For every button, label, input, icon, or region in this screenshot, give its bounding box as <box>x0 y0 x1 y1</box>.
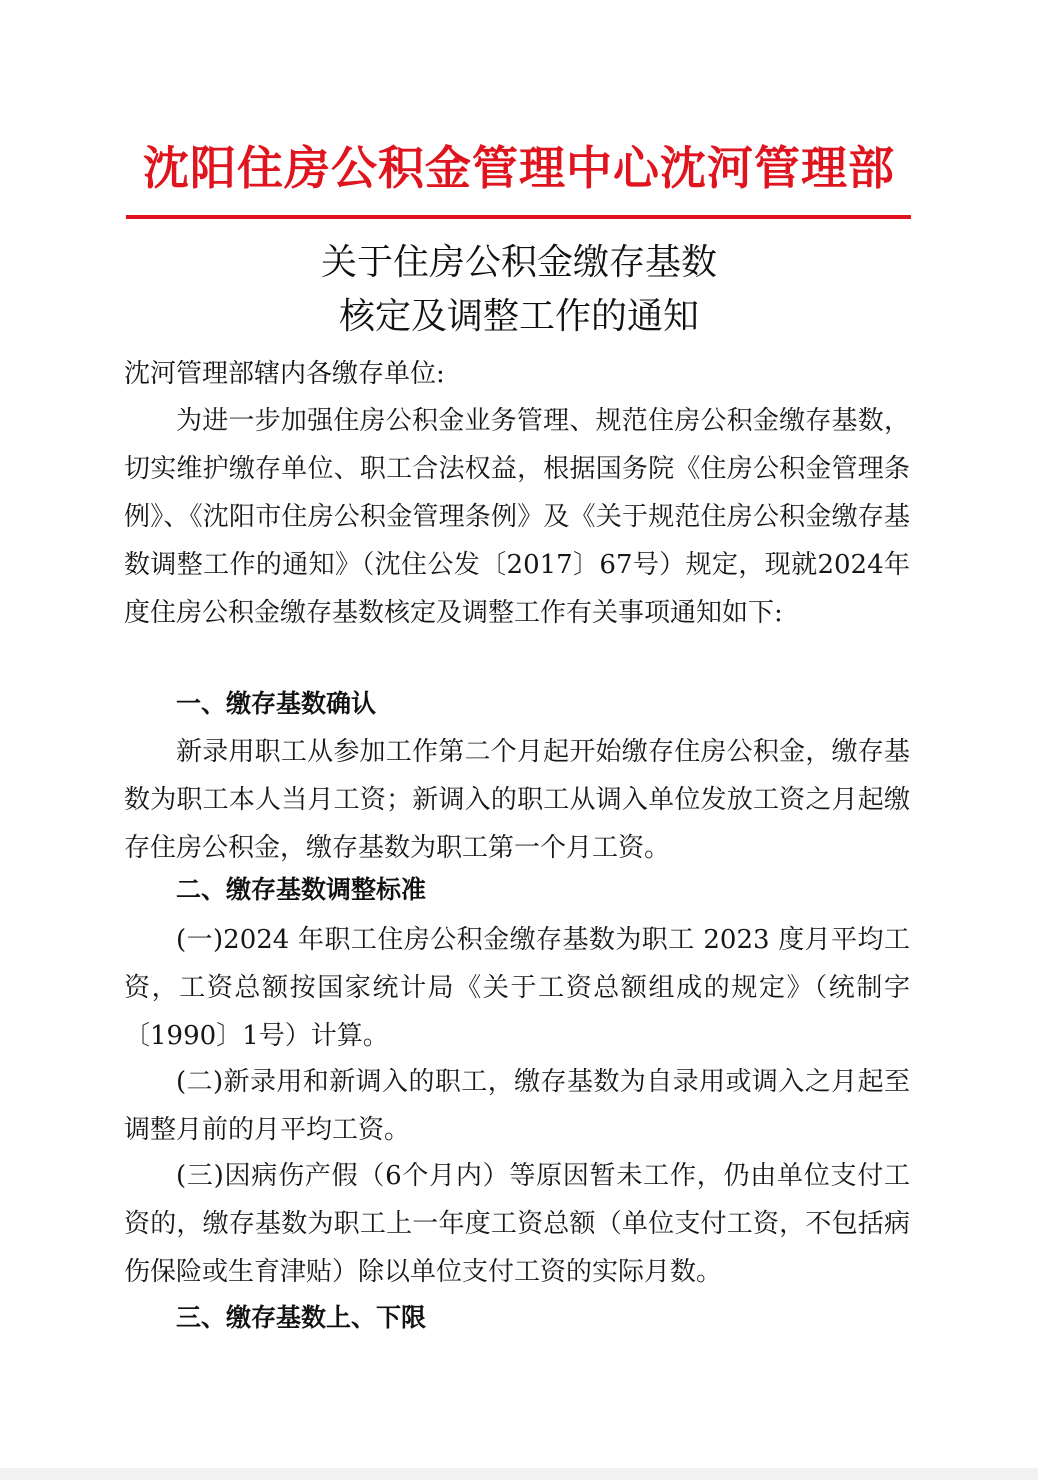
notice-title-line-2: 核定及调整工作的通知 <box>338 296 699 337</box>
section-2-item-2: (二)新录用和新调入的职工，缴存基数为自录用或调入之月起至调整月前的月平均工资。 <box>124 1067 910 1145</box>
section-1-paragraph: 新录用职工从参加工作第二个月起开始缴存住房公积金，缴存基数为职工本人当月工资；新调入的职工从调入单位发放工资之月起缴存住房公积金，缴存基数为职工第一个月工资。 <box>124 737 910 863</box>
section-1-block <box>124 728 910 872</box>
page-bottom-edge <box>0 1468 1038 1480</box>
intro-paragraph: 为进一步加强住房公积金业务管理、规范住房公积金缴存基数，切实维护缴存单位、职工合法权益，根据国务院《住房公积金管理条例》、《沈阳市住房公积金管理条例》及《关于规范住房公积金缴存基数调整工作的通知》（沈住公发〔2017〕67号）规定，现就2024年度住房公积金缴存基数核定及调整工作有关事项通知如下: <box>124 406 910 628</box>
issuer-masthead: 沈阳住房公积金管理中心沈河管理部 <box>143 141 895 195</box>
intro-paragraph-block <box>124 397 910 637</box>
red-divider-line <box>126 215 911 219</box>
section-heading-3: 三、缴存基数上、下限 <box>176 1303 427 1332</box>
salutation: 沈河管理部辖内各缴存单位: <box>124 359 445 389</box>
notice-title-line-1: 关于住房公积金缴存基数 <box>320 242 717 283</box>
section-heading-2: 二、缴存基数调整标准 <box>176 875 427 904</box>
section-2-item-2-block <box>124 1058 910 1154</box>
section-2-item-1: (一)2024 年职工住房公积金缴存基数为职工 2023 度月平均工资，工资总额按国家统计局《关于工资总额组成的规定》（统制字〔1990〕1号）计算。 <box>124 925 910 1051</box>
section-2-item-1-block <box>124 916 910 1060</box>
section-2-item-3-block <box>124 1152 910 1296</box>
section-heading-1: 一、缴存基数确认 <box>176 689 377 718</box>
section-2-item-3: (三)因病伤产假（6个月内）等原因暂未工作，仍由单位支付工资的，缴存基数为职工上一年度工资总额（单位支付工资，不包括病伤保险或生育津贴）除以单位支付工资的实际月数。 <box>124 1161 910 1287</box>
